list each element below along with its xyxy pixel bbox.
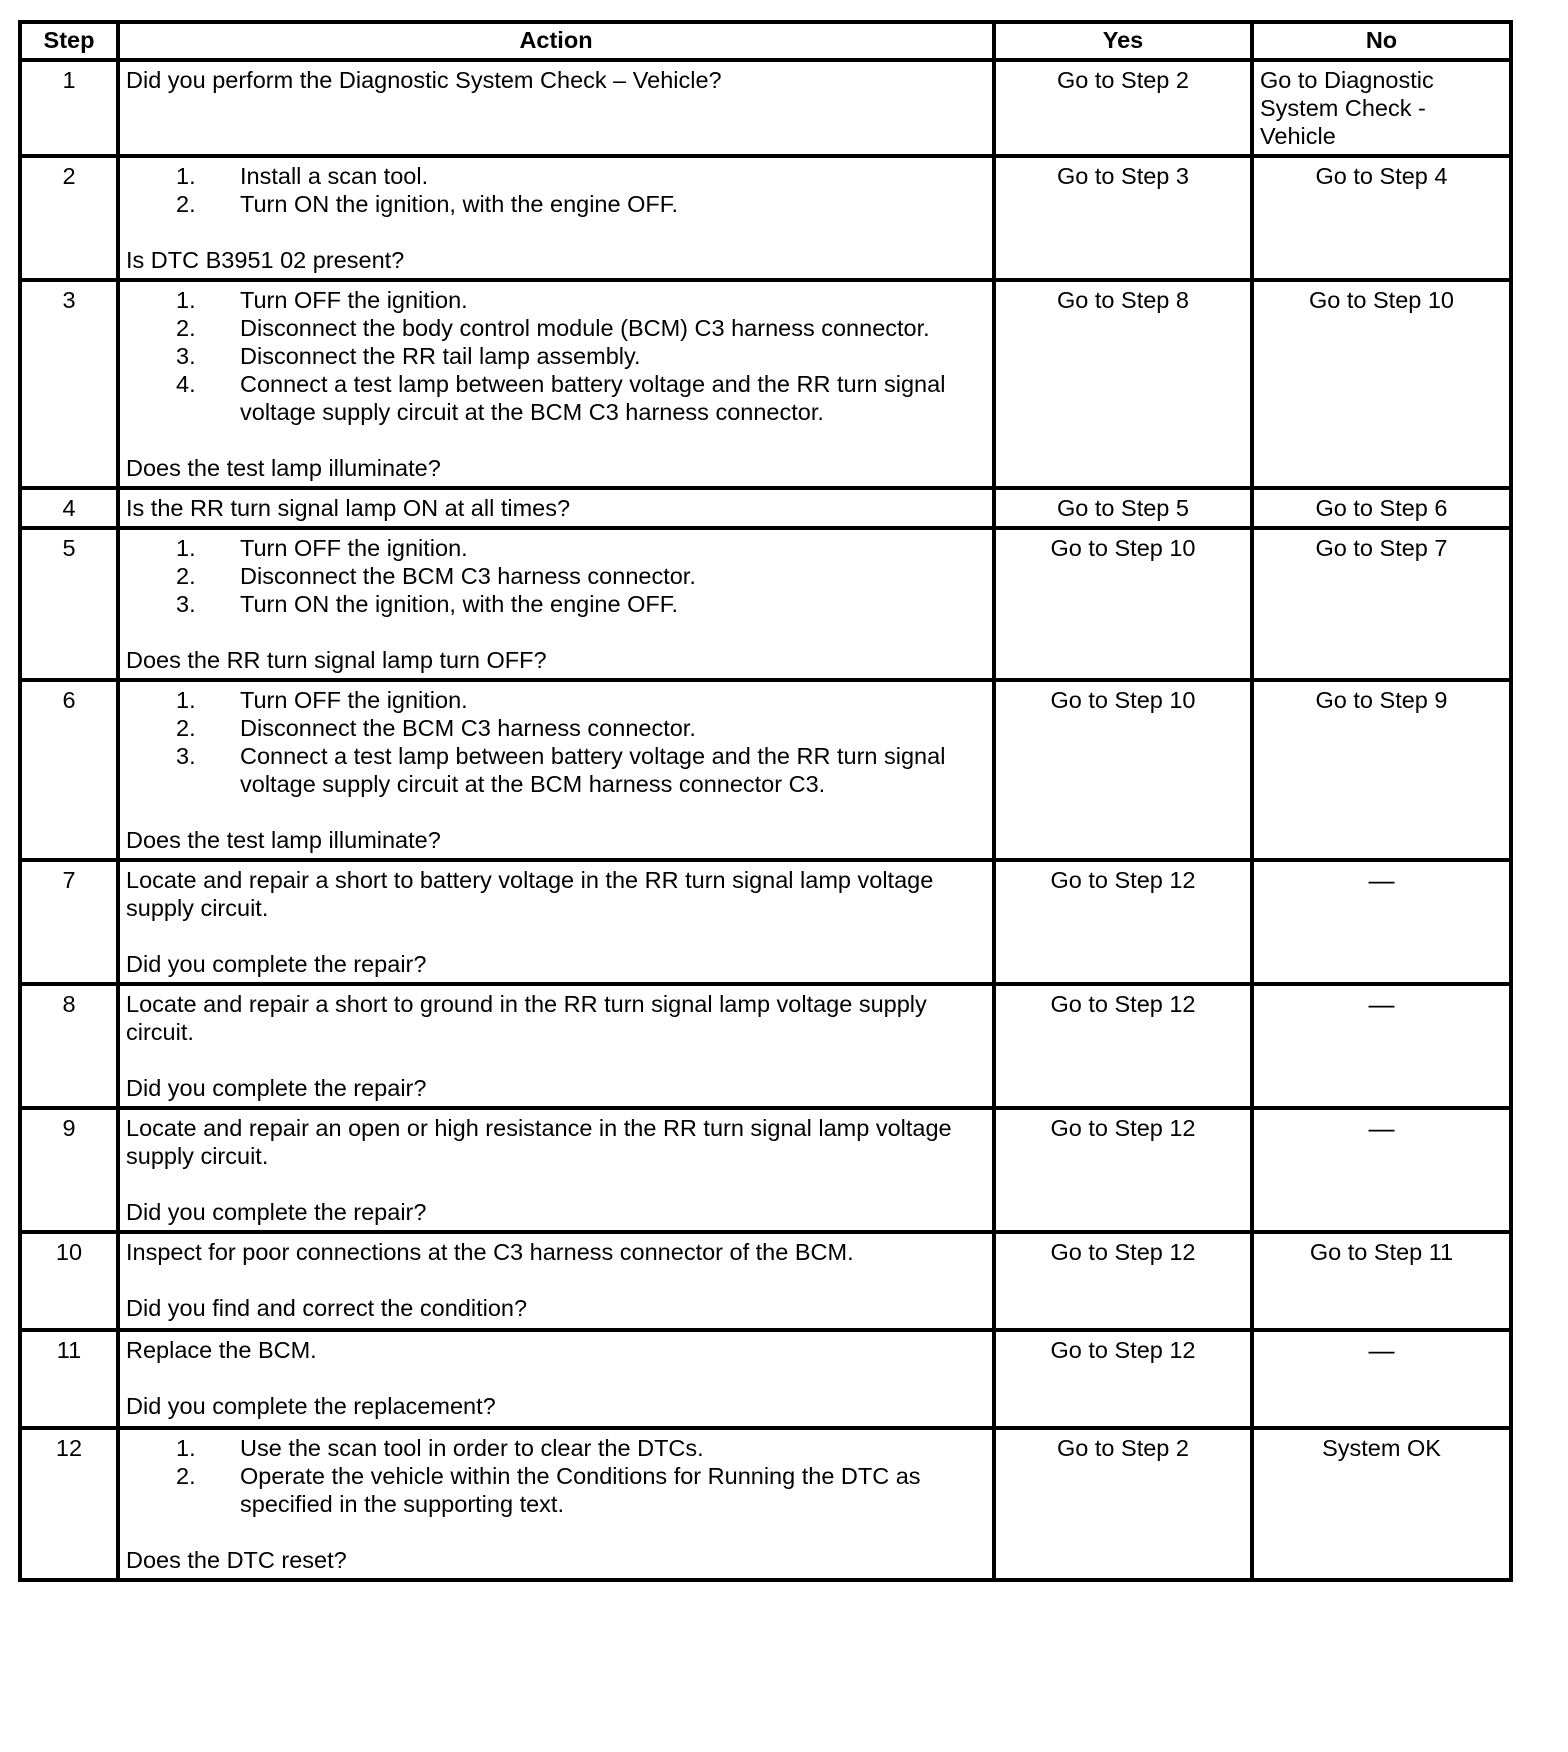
list-item bbox=[126, 162, 986, 190]
action-cell bbox=[118, 680, 994, 860]
yes-cell: Go to Step 12 bbox=[994, 984, 1252, 1108]
action-text: Inspect for poor connections at the C3 harness connector of the BCM. bbox=[126, 1239, 854, 1265]
item-number: 1. bbox=[176, 687, 196, 713]
yes-cell: Go to Step 12 bbox=[994, 1330, 1252, 1428]
no-cell: — bbox=[1252, 860, 1511, 984]
no-cell: Go to Step 7 bbox=[1252, 528, 1511, 680]
action-text: Locate and repair an open or high resistance in the RR turn signal lamp voltage supply circuit. bbox=[126, 1115, 952, 1169]
list-item bbox=[126, 562, 986, 590]
action-cell bbox=[118, 60, 994, 156]
table-row bbox=[20, 1330, 1511, 1428]
table-row bbox=[20, 528, 1511, 680]
action-question: Does the DTC reset? bbox=[126, 1547, 347, 1573]
step-number: 7 bbox=[20, 860, 118, 984]
item-number: 2. bbox=[176, 1463, 196, 1489]
item-text: Turn ON the ignition, with the engine OFF. bbox=[240, 591, 679, 617]
item-text: Connect a test lamp between battery voltage and the RR turn signal voltage supply circuit at the BCM harness connector C3. bbox=[240, 743, 946, 797]
item-text: Use the scan tool in order to clear the DTCs. bbox=[240, 1435, 704, 1461]
table-row bbox=[20, 680, 1511, 860]
no-cell: — bbox=[1252, 1330, 1511, 1428]
header-action: Action bbox=[118, 22, 994, 60]
item-number: 2. bbox=[176, 563, 196, 589]
yes-cell: Go to Step 8 bbox=[994, 280, 1252, 488]
item-number: 1. bbox=[176, 287, 196, 313]
item-text: Disconnect the BCM C3 harness connector. bbox=[240, 563, 696, 589]
list-item bbox=[126, 534, 986, 562]
table-row bbox=[20, 860, 1511, 984]
step-number: 3 bbox=[20, 280, 118, 488]
no-cell: Go to Step 6 bbox=[1252, 488, 1511, 528]
table-row bbox=[20, 984, 1511, 1108]
diagnostic-table bbox=[18, 20, 1513, 1582]
item-number: 2. bbox=[176, 315, 196, 341]
header-row bbox=[20, 22, 1511, 60]
item-number: 4. bbox=[176, 371, 196, 397]
list-item bbox=[126, 286, 986, 314]
step-number: 12 bbox=[20, 1428, 118, 1580]
action-question: Does the test lamp illuminate? bbox=[126, 827, 441, 853]
item-text: Turn OFF the ignition. bbox=[240, 535, 468, 561]
action-question: Did you complete the replacement? bbox=[126, 1393, 496, 1419]
header-step: Step bbox=[20, 22, 118, 60]
action-text: Replace the BCM. bbox=[126, 1337, 317, 1363]
action-steps bbox=[126, 162, 986, 218]
list-item bbox=[126, 342, 986, 370]
item-text: Turn OFF the ignition. bbox=[240, 287, 468, 313]
no-cell: — bbox=[1252, 984, 1511, 1108]
list-item bbox=[126, 1434, 986, 1462]
action-question: Does the test lamp illuminate? bbox=[126, 455, 441, 481]
action-question: Does the RR turn signal lamp turn OFF? bbox=[126, 647, 547, 673]
no-cell: System OK bbox=[1252, 1428, 1511, 1580]
action-cell bbox=[118, 1108, 994, 1232]
header-yes: Yes bbox=[994, 22, 1252, 60]
step-number: 4 bbox=[20, 488, 118, 528]
list-item bbox=[126, 714, 986, 742]
table-row bbox=[20, 1428, 1511, 1580]
yes-cell: Go to Step 12 bbox=[994, 1232, 1252, 1330]
table-row bbox=[20, 60, 1511, 156]
item-number: 3. bbox=[176, 743, 196, 769]
item-number: 1. bbox=[176, 163, 196, 189]
action-text: Is the RR turn signal lamp ON at all times? bbox=[126, 495, 571, 521]
action-question: Did you complete the repair? bbox=[126, 951, 427, 977]
step-number: 8 bbox=[20, 984, 118, 1108]
list-item bbox=[126, 590, 986, 618]
no-cell: Go to Step 11 bbox=[1252, 1232, 1511, 1330]
item-text: Turn ON the ignition, with the engine OFF. bbox=[240, 191, 679, 217]
step-number: 11 bbox=[20, 1330, 118, 1428]
yes-cell: Go to Step 10 bbox=[994, 680, 1252, 860]
step-number: 1 bbox=[20, 60, 118, 156]
action-steps bbox=[126, 534, 986, 618]
action-question: Is DTC B3951 02 present? bbox=[126, 247, 405, 273]
action-cell bbox=[118, 984, 994, 1108]
action-cell bbox=[118, 280, 994, 488]
action-question: Did you complete the repair? bbox=[126, 1199, 427, 1225]
item-number: 2. bbox=[176, 191, 196, 217]
item-number: 3. bbox=[176, 591, 196, 617]
action-cell bbox=[118, 860, 994, 984]
action-steps bbox=[126, 1434, 986, 1518]
yes-cell: Go to Step 2 bbox=[994, 1428, 1252, 1580]
list-item bbox=[126, 686, 986, 714]
action-steps bbox=[126, 686, 986, 798]
header-no: No bbox=[1252, 22, 1511, 60]
item-text: Operate the vehicle within the Conditions for Running the DTC as specified in the supporting text. bbox=[240, 1463, 921, 1517]
yes-cell: Go to Step 10 bbox=[994, 528, 1252, 680]
action-cell bbox=[118, 156, 994, 280]
yes-cell: Go to Step 12 bbox=[994, 1108, 1252, 1232]
action-cell bbox=[118, 1232, 994, 1330]
step-number: 10 bbox=[20, 1232, 118, 1330]
no-cell: Go to Step 9 bbox=[1252, 680, 1511, 860]
item-number: 2. bbox=[176, 715, 196, 741]
item-number: 1. bbox=[176, 1435, 196, 1461]
table-row bbox=[20, 280, 1511, 488]
item-text: Disconnect the RR tail lamp assembly. bbox=[240, 343, 641, 369]
action-cell bbox=[118, 1330, 994, 1428]
item-text: Install a scan tool. bbox=[240, 163, 429, 189]
table-row bbox=[20, 488, 1511, 528]
action-cell bbox=[118, 488, 994, 528]
table-row bbox=[20, 156, 1511, 280]
item-number: 1. bbox=[176, 535, 196, 561]
item-text: Connect a test lamp between battery voltage and the RR turn signal voltage supply circuit at the BCM C3 harness connector. bbox=[240, 371, 946, 425]
yes-cell: Go to Step 5 bbox=[994, 488, 1252, 528]
no-cell: Go to Step 10 bbox=[1252, 280, 1511, 488]
no-cell: Go to Step 4 bbox=[1252, 156, 1511, 280]
action-cell bbox=[118, 528, 994, 680]
table-row bbox=[20, 1108, 1511, 1232]
action-steps bbox=[126, 286, 986, 426]
action-question: Did you complete the repair? bbox=[126, 1075, 427, 1101]
action-question: Did you find and correct the condition? bbox=[126, 1295, 528, 1321]
yes-cell: Go to Step 3 bbox=[994, 156, 1252, 280]
action-text: Did you perform the Diagnostic System Check – Vehicle? bbox=[126, 67, 722, 93]
item-text: Turn OFF the ignition. bbox=[240, 687, 468, 713]
no-cell: — bbox=[1252, 1108, 1511, 1232]
item-text: Disconnect the body control module (BCM) C3 harness connector. bbox=[240, 315, 930, 341]
action-cell bbox=[118, 1428, 994, 1580]
item-number: 3. bbox=[176, 343, 196, 369]
list-item bbox=[126, 370, 986, 426]
list-item bbox=[126, 190, 986, 218]
list-item bbox=[126, 742, 986, 798]
yes-cell: Go to Step 2 bbox=[994, 60, 1252, 156]
no-cell: Go to Diagnostic System Check - Vehicle bbox=[1252, 60, 1511, 156]
yes-cell: Go to Step 12 bbox=[994, 860, 1252, 984]
step-number: 6 bbox=[20, 680, 118, 860]
step-number: 2 bbox=[20, 156, 118, 280]
step-number: 9 bbox=[20, 1108, 118, 1232]
table-row bbox=[20, 1232, 1511, 1330]
step-number: 5 bbox=[20, 528, 118, 680]
item-text: Disconnect the BCM C3 harness connector. bbox=[240, 715, 696, 741]
action-text: Locate and repair a short to ground in the RR turn signal lamp voltage supply circuit. bbox=[126, 991, 927, 1045]
list-item bbox=[126, 314, 986, 342]
list-item bbox=[126, 1462, 986, 1518]
action-text: Locate and repair a short to battery voltage in the RR turn signal lamp voltage supply circuit. bbox=[126, 867, 934, 921]
